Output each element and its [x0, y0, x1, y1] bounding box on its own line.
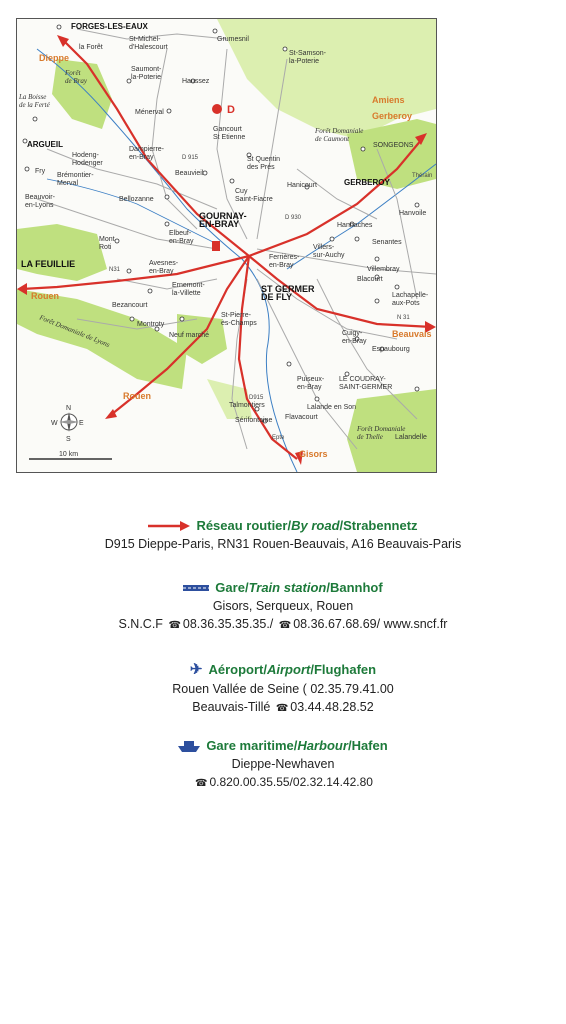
- legend-train-stations: Gisors, Serqueux, Rouen: [212, 599, 354, 613]
- place-label-villers: Villers-sur-Auchy: [313, 244, 345, 259]
- place-label-beauvoir: Beauvoir-en-Lyons: [25, 194, 55, 209]
- place-label-le-coudray: LE COUDRAY-SAINT-GERMER: [339, 376, 393, 391]
- place-label-la-boisse: La Boisse de la Ferté: [19, 93, 50, 109]
- legend-air-beauvais: [0, 700, 566, 714]
- place-label-foret-lyons: Forêt Domaniale de Lyons: [38, 313, 111, 349]
- legend-road-heading: Réseau routier/By road/Strabennetz: [0, 518, 566, 533]
- legend-road-detail: D915 Dieppe-Paris, RN31 Rouen-Beauvais, A16 Beauvais-Paris: [104, 537, 462, 551]
- legend-train-fr: Gare: [215, 580, 245, 595]
- place-label-fry: Fry: [35, 168, 46, 175]
- place-label-la-feuillie: LA FEUILLIE: [21, 259, 76, 269]
- place-label-montroty: Montroty: [137, 321, 165, 328]
- place-label-epte: Epte: [272, 435, 285, 441]
- place-label-st-samson: St-Samson-la-Poterie: [289, 50, 326, 65]
- place-label-beauvais: Beauvais: [392, 329, 432, 339]
- legend-air: [0, 660, 566, 714]
- place-label-haricourt: Hanicourt: [287, 182, 317, 189]
- legend-road: [0, 518, 566, 551]
- phone-icon: ☎: [278, 620, 292, 631]
- place-label-blacourt: Blacourt: [357, 276, 383, 283]
- place-label-senantes: Senantes: [372, 239, 402, 246]
- phone-icon: ☎: [195, 778, 208, 789]
- map-canvas: [17, 19, 436, 472]
- place-label-rouen1: Rouen: [31, 291, 59, 301]
- place-label-hodeng: Hodeng-Hodenger: [72, 152, 103, 167]
- place-label-gournay: GOURNAY-EN-BRAY: [199, 211, 247, 229]
- place-label-grumesnil: Grumesnil: [217, 36, 249, 43]
- legend-sea-de: Hafen: [351, 738, 388, 753]
- legend-air-fr: Aéroport: [208, 661, 264, 677]
- place-label-ferrieres: Ferrières-en-Bray: [269, 254, 300, 269]
- place-label-forges: FORGES-LES-EAUX: [71, 22, 148, 31]
- place-label-cuy: Cuy Saint-Fiacre: [235, 188, 273, 203]
- place-label-d915: D 915: [182, 155, 199, 161]
- place-label-lachapelle: Lachapelle-aux-Pots: [392, 292, 429, 307]
- sea-phone[interactable]: 0.820.00.35.55/02.32.14.42.80: [209, 775, 373, 789]
- compass-w: W: [51, 420, 58, 427]
- place-label-hanvoile: Hanvoile: [399, 210, 427, 217]
- legend-sea-heading: Gare maritime/Harbour/Hafen: [0, 738, 566, 753]
- place-label-foret-thelle: Forêt Domaniale de Thelle: [357, 425, 406, 441]
- place-label-bezancourt: Bezancourt: [112, 302, 148, 309]
- place-label-d915b: D915: [249, 395, 264, 401]
- place-label-st-pierre: St-Pierre-ès-Champs: [221, 312, 257, 327]
- place-label-espaubourg: Espaubourg: [372, 346, 410, 353]
- place-label-avesnes: Avesnes-en-Bray: [149, 260, 179, 275]
- ship-icon: [178, 739, 200, 753]
- place-label-n31b: N 31: [397, 315, 410, 321]
- place-label-d930: D 930: [285, 215, 302, 221]
- airplane-icon: ✈: [189, 661, 203, 678]
- place-label-foret-bray: Forêt de Bray: [65, 69, 87, 85]
- place-label-puiseux: Puiseux-en-Bray: [297, 376, 325, 391]
- church-icon: [212, 241, 220, 251]
- place-label-cuigy: Cuigy-en-Bray: [342, 330, 367, 345]
- place-label-bremontier: Brémontier-Merval: [57, 172, 94, 187]
- train-icon: [183, 583, 209, 593]
- legend-road-fr: Réseau routier: [196, 518, 288, 533]
- scale-bar: [29, 451, 112, 459]
- place-label-therain: Thérain: [412, 173, 433, 179]
- place-label-gisors: Gisors: [299, 449, 328, 459]
- legend-air-de: Flughafen: [313, 661, 377, 677]
- compass-icon: [51, 405, 84, 443]
- phone-icon: ☎: [168, 620, 181, 631]
- place-label-ernemont: Ernemont-la-Villette: [172, 282, 205, 297]
- place-label-elbeuf: Elbeuf-en-Bray: [169, 230, 194, 245]
- forest-area: [17, 224, 107, 281]
- legend-air-heading: ✈ Aéroport/Airport/Flughafen: [189, 661, 377, 678]
- place-label-dieppe: Dieppe: [39, 53, 70, 63]
- place-label-sanfontaine: Sérifontaine: [235, 417, 273, 424]
- place-label-dampierre: Dampierre-en-Bray: [129, 146, 165, 161]
- red-arrow-icon: [148, 521, 190, 531]
- place-label-lalandelle: Lalandelle: [395, 434, 427, 441]
- place-label-villembray: Villembray: [367, 266, 400, 273]
- legend-sea-phones: [0, 775, 566, 789]
- place-label-gerberoy-dest: Gerberoy: [372, 111, 413, 121]
- map[interactable]: [16, 18, 437, 473]
- place-label-saumont: Saumont-la-Poterie: [131, 66, 162, 81]
- place-label-amiens: Amiens: [372, 95, 405, 105]
- place-label-rouen2: Rouen: [123, 391, 151, 401]
- place-label-menerval: Ménerval: [135, 109, 164, 116]
- place-label-flavacourt: Flavacourt: [285, 414, 318, 421]
- legend-train-phones: [0, 617, 566, 631]
- place-label-haussez: Haussez: [182, 78, 210, 85]
- legend-train-heading: Gare/Train station/Bannhof: [0, 580, 566, 595]
- compass-e: E: [79, 420, 84, 427]
- legend-sea-fr: Gare maritime: [206, 738, 294, 753]
- forest-area: [217, 19, 436, 139]
- compass-s: S: [66, 436, 71, 443]
- logo-d: [212, 104, 235, 116]
- beauvais-phone[interactable]: 03.44.48.28.52: [290, 700, 374, 714]
- place-label-st-michel: St-Michel-d'Halescourt: [129, 36, 168, 51]
- legend-sea: [0, 738, 566, 789]
- legend-sea-route: Dieppe-Newhaven: [231, 757, 335, 771]
- place-label-st-germer: ST GERMER DE FLY: [261, 284, 315, 302]
- beauvais-airport: Beauvais-Tillé: [192, 700, 271, 714]
- place-label-lalande: Lalande en Son: [307, 404, 357, 411]
- sncf-phone-2[interactable]: 08.36.67.68.69/ www.sncf.fr: [293, 617, 448, 631]
- compass-n: N: [66, 405, 72, 412]
- place-label-hannaches: Hannaches: [337, 222, 373, 229]
- place-label-gerberoy: GERBEROY: [344, 178, 390, 187]
- scale-label: 10 km: [59, 451, 79, 458]
- logo-letter: D: [227, 104, 235, 116]
- place-label-beauvieil: Beauvieil: [175, 170, 204, 177]
- place-label-bellozanne: Bellozanne: [119, 196, 154, 203]
- sncf-label: S.N.C.F: [118, 617, 163, 631]
- legend-air-en: Airport: [267, 661, 311, 677]
- place-label-songeons: SONGEONS: [373, 142, 414, 149]
- place-label-gancourt: Gancourt St Etienne: [213, 126, 246, 141]
- legend-road-en: By road: [291, 518, 340, 533]
- legend-train-de: Bannhof: [329, 580, 383, 595]
- legend-road-de: Strabennetz: [343, 518, 418, 533]
- legend-air-rouen: Rouen Vallée de Seine ( 02.35.79.41.00: [172, 682, 394, 696]
- phone-icon: ☎: [275, 703, 289, 714]
- place-label-argueil: ARGUEIL: [27, 140, 63, 149]
- place-label-foret-caumont: Forêt Domaniale de Caumont: [315, 127, 364, 143]
- place-label-mont-roti: Mont Roti: [99, 236, 115, 251]
- legend-train: [0, 580, 566, 631]
- place-label-forges-small: la Forêt: [79, 44, 103, 51]
- place-label-neuf-marche: Neuf marché: [169, 332, 210, 339]
- place-label-st-quentin: St Quentin des Prés: [247, 156, 281, 171]
- sncf-phone-1[interactable]: 08.36.35.35.35./: [182, 617, 274, 631]
- legend-sea-en: Harbour: [297, 738, 348, 753]
- forest-area: [52, 59, 112, 129]
- place-label-n31a: N31: [109, 267, 121, 273]
- place-label-talmontiers: Talmontiers: [229, 402, 265, 409]
- legend-train-en: Train station: [248, 580, 327, 595]
